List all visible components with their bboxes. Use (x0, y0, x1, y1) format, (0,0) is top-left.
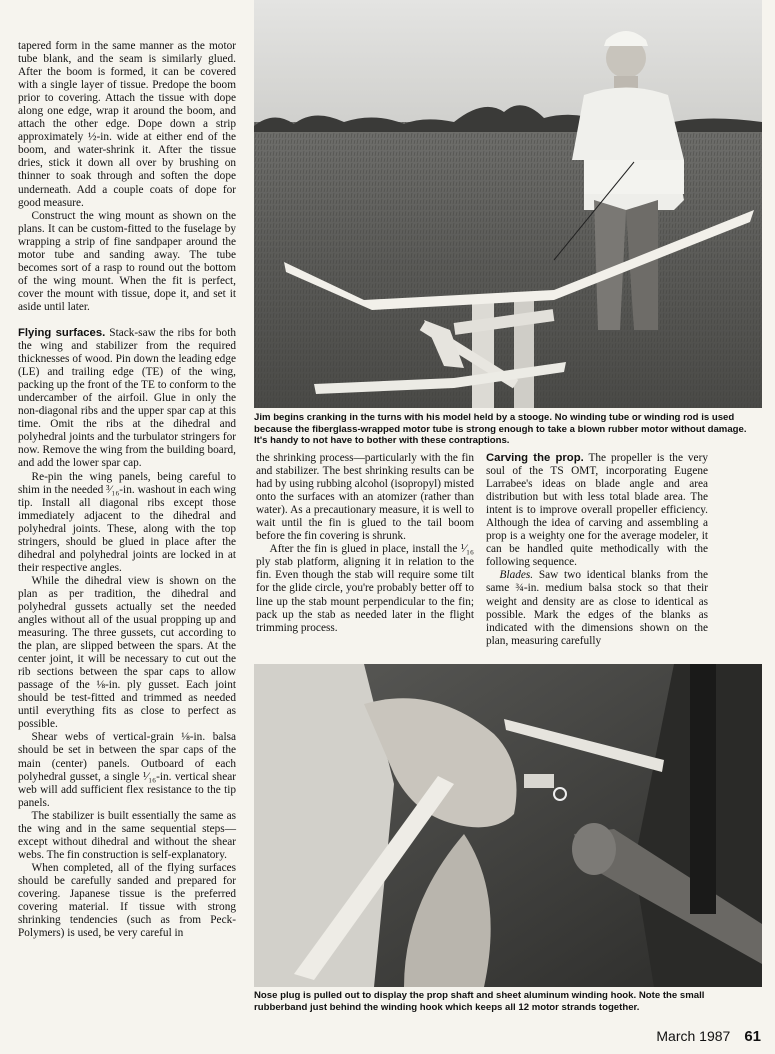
paragraph: the shrinking process—particularly with the fin and stabilizer. The best shrinking results can be had by using rubbing alcohol (isopropyl) misted onto the surfaces with an atomizer (rather than water). As a precautionary measure, it is well to wait until the fin is glued to the tail boom before the fin covering is shrunk. (256, 452, 474, 543)
paragraph: Carving the prop. The propeller is the very soul of the TS OMT, incorporating Eugene Larrabee's ideas on blade angle and area distribution but with less total blade area. The intent is to improve overall propeller efficiency. Although the idea of carving and assembling a prop is a weighty one for the average modeler, it can be handled quite methodically with the following sequence. (486, 452, 708, 569)
paragraph: Blades. Saw two identical blanks from the same ¾-in. medium balsa stock so that their weight and density are as close to identical as possible. Mark the edges of the blanks as indicated with the dimensions shown on the plan, measuring carefully (486, 569, 708, 647)
paragraph: Flying surfaces. Stack-saw the ribs for both the wing and stabilizer from the required thicknesses of wood. Pin down the leading edge (LE) and trailing edge (TE) of the wing, packing up the front of the TE to conform to the undercamber of the airfoil. Glue in only the non-diagonal ribs and the upper spar cap at this time. Omit the ribs at the dihedral and polyhedral joints and the turbulator stringers for now. Remove the wing from the building board, and add the lower spar cap. (18, 326, 236, 470)
photo-caption: Jim begins cranking in the turns with his model held by a stooge. No winding tube or winding rod is used because the fiberglass-wrapped motor tube is strong enough to take a blown rubber motor without damage. It's handy to not have to bother with these contraptions. (254, 412, 747, 447)
article-column-left (18, 40, 236, 940)
paragraph: tapered form in the same manner as the motor tube blank, and the seam is similarly glued. After the boom is formed, it can be covered with a single layer of tissue. Predope the boom prior to covering. Attach the tissue with dope along one edge, wrap it around the boom, and attach the other edge. Dope down a strip approximately ½-in. wide at either end of the boom, and water-shrink it. After the tissue dries, stick it down all over by brushing on thinner to soak through and soften the dope underneath. Add a couple coats of dope for good measure. (18, 40, 236, 209)
paragraph: While the dihedral view is shown on the plan as per tradition, the dihedral and polyhedral gussets actually set the needed angles without all of the usual propping up and measuring. The three gussets, cut according to the plan, are slipped between the spars. At the center joint, it will be necessary to cut out the rib sections between the spar caps to allow passage of the ⅛-in. ply gusset. Each joint should be test-fitted and trimmed as needed until everything fits as close to perfect as possible. (18, 574, 236, 731)
subheading: Blades. (499, 569, 534, 582)
photo-caption: Nose plug is pulled out to display the prop shaft and sheet aluminum winding hook. Note the small rubberband just behind the winding hook which keeps all 12 motor strands together. (254, 990, 705, 1013)
page-footer (656, 1028, 761, 1045)
photo-nose-plug (254, 664, 762, 987)
article-column-middle (256, 452, 474, 635)
paragraph: When completed, all of the flying surfaces should be carefully sanded and prepared for covering. Japanese tissue is the preferred covering material. If tissue with strong shrinking tendencies (such as from Peck-Polymers) is used, be very careful in (18, 861, 236, 940)
photo-model-on-stooge (254, 0, 762, 408)
article-column-right (486, 452, 708, 648)
paragraph: Re-pin the wing panels, being careful to shim in the needed ³⁄₁₆-in. washout in each wing tip. Install all diagonal ribs except those immediately adjacent to the dihedral and polyhedral joints. These, along with the top stringers, should be glued in place after the dihedral and polyhedral joints are locked in at their respective angles. (18, 470, 236, 574)
page-number: 61 (744, 1028, 761, 1045)
paragraph: Shear webs of vertical-grain ⅛-in. balsa should be set in between the spar caps of the main (center) panels. Outboard of each polyhedral gusset, a single ¹⁄₁₆-in. vertical shear web will add sufficient flex resistance to the tip panels. (18, 731, 236, 809)
paragraph: After the fin is glued in place, install the ¹⁄₁₆ ply stab platform, aligning it in relation to the fin. Even though the stab will require some tilt for the glide circle, you're probably better off to line up the stab mount perpendicular to the fin; pack up the stab as needed later in the flight trimming process. (256, 543, 474, 634)
issue-date: March 1987 (656, 1028, 731, 1044)
section-heading: Flying surfaces. (18, 326, 106, 339)
paragraph: The stabilizer is built essentially the same as the wing and in the same sequential steps—except without dihedral and without the shear webs. The fin construction is self-explanatory. (18, 809, 236, 861)
paragraph: Construct the wing mount as shown on the plans. It can be custom-fitted to the fuselage by wrapping a strip of fine sandpaper around the motor tube and sanding away. The tube becomes sort of a rasp to round out the bottom of the wing mount. When the fit is perfect, cover the mount with tissue, dope it, and set it aside until later. (18, 209, 236, 313)
section-heading: Carving the prop. (486, 452, 584, 464)
